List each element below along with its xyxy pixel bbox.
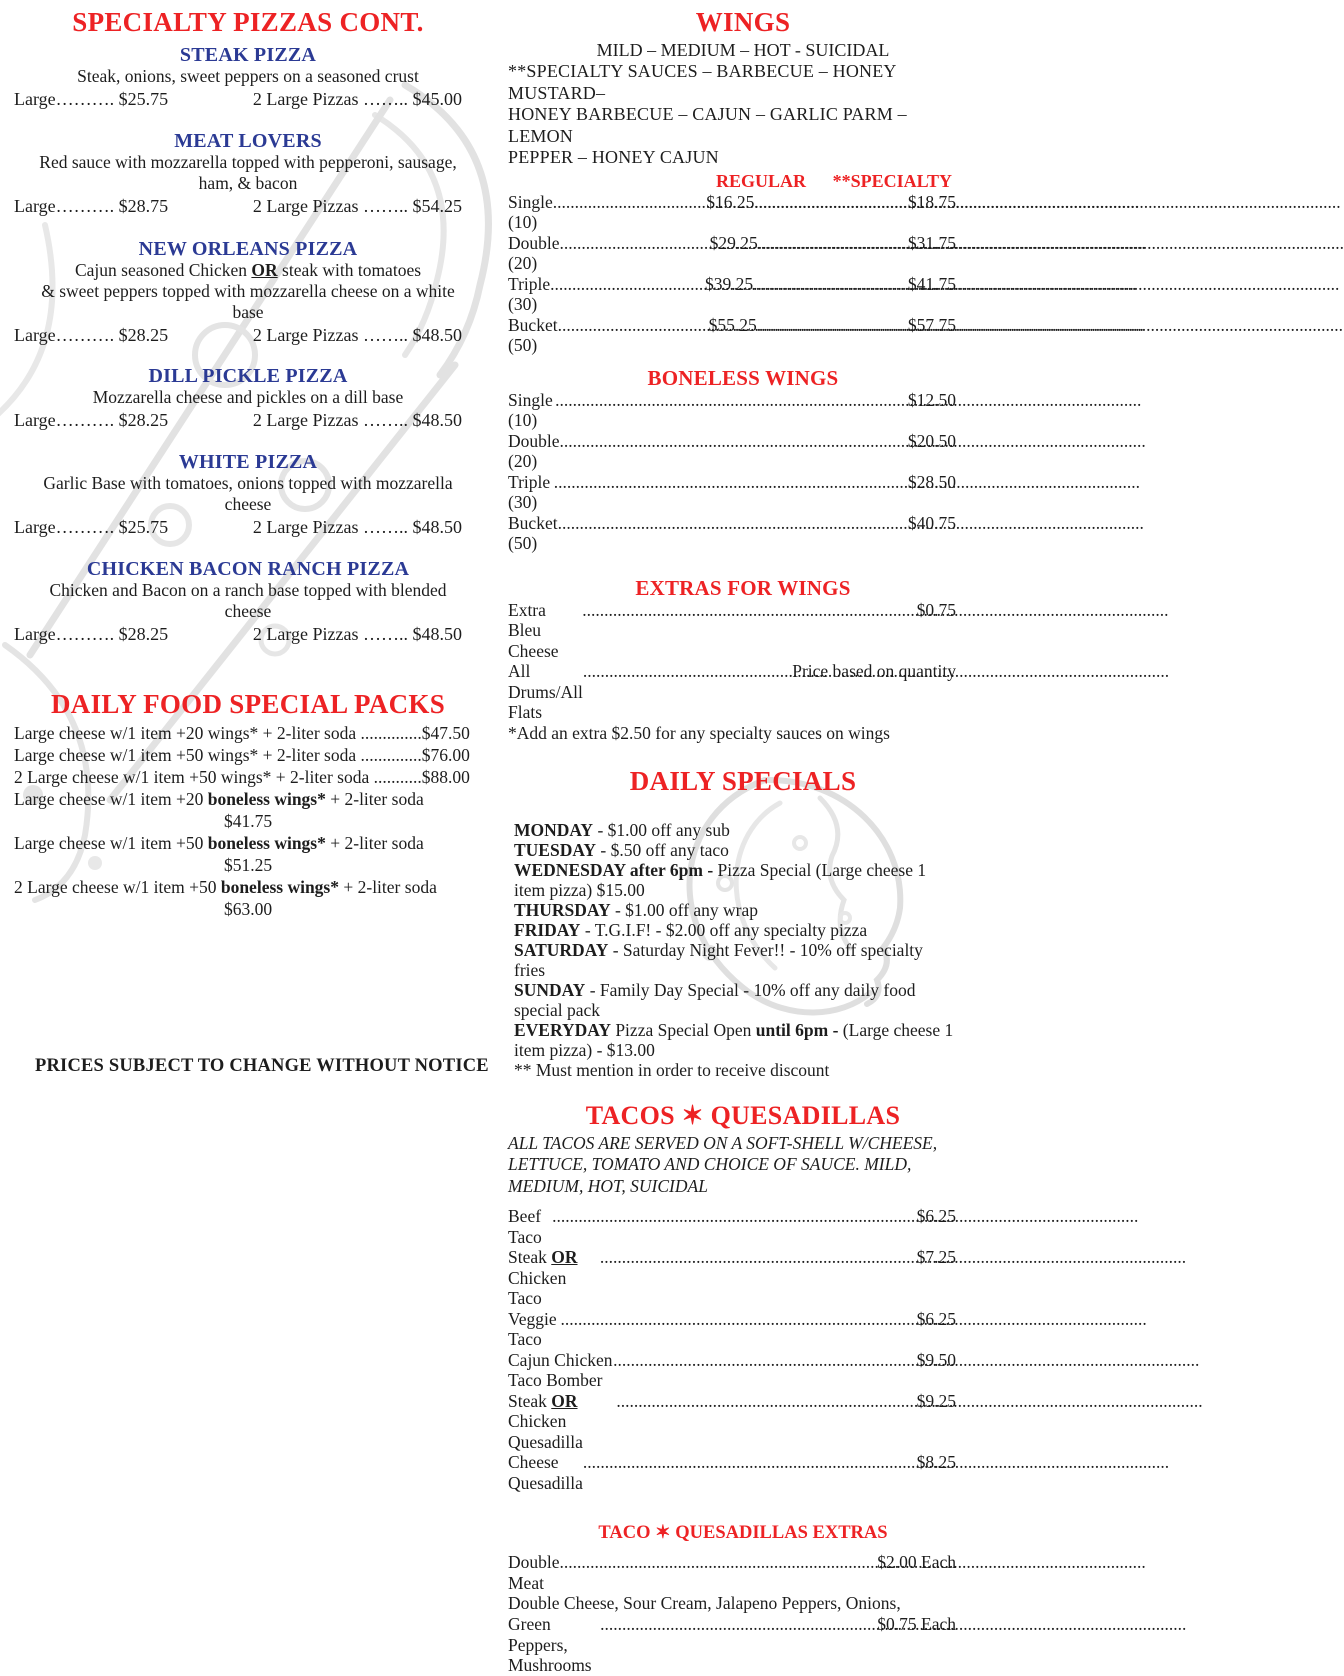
dot-leader <box>758 233 908 254</box>
wings-sauces: PEPPER – HONEY CAJUN <box>508 147 719 167</box>
dot-leader <box>560 1552 878 1573</box>
taco-extras-title: TACO ✶ QUESADILLAS EXTRAS <box>598 1523 888 1543</box>
pizza-desc: Mozzarella cheese and pickles on a dill base <box>92 387 404 407</box>
wings-heat-levels: MILD – MEDIUM – HOT - SUICIDAL <box>596 40 890 60</box>
special-item: WEDNESDAY after 6pm - Pizza Special (Large cheese 1 item pizza) $15.00 <box>514 859 927 900</box>
dot-leader <box>754 192 908 213</box>
dot-leader <box>613 1350 917 1371</box>
or-emphasis: OR <box>551 1390 578 1411</box>
dot-leader <box>582 600 916 621</box>
wings-row: Triple (30) ..... $39.25 ..... $41.75 <box>508 274 956 315</box>
dot-leader <box>560 1309 916 1330</box>
price-two-large: 2 Large Pizzas …….. $48.50 <box>252 325 462 345</box>
boneless-wings-table <box>508 390 956 554</box>
daily-specials-list <box>514 820 956 1080</box>
dot-leader <box>616 1391 916 1412</box>
taco-row: Cajun Chicken Taco Bomber ..... $9.50 <box>508 1350 956 1391</box>
daily-specials-title: DAILY SPECIALS <box>629 765 857 796</box>
price-large: Large………. $25.75 <box>14 89 169 109</box>
pack-line: 2 Large cheese w/1 item +50 wings* + 2-liter soda ...........$88.00 <box>14 767 470 787</box>
price-two-large: 2 Large Pizzas …….. $45.00 <box>252 89 462 109</box>
special-item: SATURDAY - Saturday Night Fever!! - 10% off specialty fries <box>514 939 923 980</box>
pizza-name: WHITE PIZZA <box>178 451 318 473</box>
extras-row: All Drums/All Flats ..... Price based on quantity <box>508 661 956 723</box>
wings-title: WINGS <box>695 7 791 37</box>
wings-column-headers <box>508 171 956 192</box>
right-column <box>508 0 956 1676</box>
taco-note: ALL TACOS ARE SERVED ON A SOFT-SHELL W/CHEESE, <box>508 1132 938 1153</box>
price-large: Large………. $28.25 <box>14 410 169 430</box>
pizza-desc: ham, & bacon <box>198 173 298 193</box>
pizza-price-row <box>14 196 470 217</box>
or-emphasis: OR <box>251 260 278 280</box>
pizza-name: MEAT LOVERS <box>174 130 322 152</box>
price-large: Large………. $28.75 <box>14 196 169 216</box>
pizza-chicken-bacon-ranch <box>14 558 470 645</box>
taco-row: Cheese Quesadilla ..... $8.25 <box>508 1452 956 1493</box>
pizza-white <box>14 451 470 538</box>
price-two-large: 2 Large Pizzas …….. $54.25 <box>252 196 462 216</box>
pizza-steak <box>14 44 470 110</box>
pack-line: Large cheese w/1 item +20 boneless wings* + 2-liter soda <box>14 789 424 809</box>
taco-row: Beef Taco ..... $6.25 <box>508 1206 956 1247</box>
special-item: TUESDAY - $.50 off any taco <box>514 839 729 860</box>
pizza-price-row <box>14 410 470 431</box>
pizza-price-row <box>14 624 470 645</box>
taco-note: MEDIUM, HOT, SUICIDAL <box>508 1175 708 1196</box>
dot-leader <box>583 661 792 682</box>
dot-leader <box>558 315 709 336</box>
price-two-large: 2 Large Pizzas …….. $48.50 <box>252 517 462 537</box>
tacos-quesadillas-title: TACOS ✶ QUESADILLAS <box>585 1100 901 1130</box>
dot-leader <box>757 315 908 336</box>
price-two-large: 2 Large Pizzas …….. $48.50 <box>252 410 462 430</box>
pack-price: $51.25 <box>223 855 273 875</box>
special-item: SUNDAY - Family Day Special - 10% off any daily food special pack <box>514 979 916 1020</box>
wings-row: Double (20) ..... $29.25 ..... $31.75 <box>508 233 956 274</box>
pizza-new-orleans <box>14 238 470 346</box>
price-large: Large………. $28.25 <box>14 325 169 345</box>
dot-leader <box>583 1452 917 1473</box>
packs-title: DAILY FOOD SPECIAL PACKS <box>50 689 446 719</box>
pizza-name: CHICKEN BACON RANCH PIZZA <box>86 558 410 580</box>
dot-leader <box>552 1206 917 1227</box>
pack-price: $41.75 <box>223 811 273 831</box>
tacos-table <box>508 1206 956 1493</box>
extras-row: Extra Bleu Cheese ..... $0.75 <box>508 600 956 662</box>
pizza-dill-pickle <box>14 365 470 431</box>
taco-extra-row: Double Meat ..... $2.00 Each <box>508 1552 956 1593</box>
boneless-row: Single (10) ..... $12.50 <box>508 390 956 431</box>
wings-row: Single (10) ..... $16.25 ..... $18.75 <box>508 192 956 233</box>
pack-price: $63.00 <box>223 899 273 919</box>
special-item: EVERYDAY Pizza Special Open until 6pm - (Large cheese 1 item pizza) - $13.00 <box>514 1019 954 1060</box>
dot-leader <box>600 1614 877 1635</box>
extras-for-wings-table <box>508 600 956 744</box>
wings-sauce-note: *Add an extra $2.50 for any specialty sauces on wings <box>508 722 890 743</box>
wings-row: Bucket (50) ..... $55.25 ..... $57.75 <box>508 315 956 356</box>
or-emphasis: OR <box>551 1247 578 1267</box>
boneless-row: Bucket (50) ..... $40.75 <box>508 513 956 554</box>
dot-leader <box>555 390 908 411</box>
pizza-price-row <box>14 517 470 538</box>
pack-line: Large cheese w/1 item +50 boneless wings* + 2-liter soda <box>14 833 424 853</box>
taco-extras-table <box>508 1552 956 1676</box>
special-item: MONDAY - $1.00 off any sub <box>514 819 730 840</box>
dot-leader <box>558 513 908 534</box>
specialty-col-header: **SPECIALTY <box>832 170 952 191</box>
wings-sauces: HONEY BARBECUE – CAJUN – GARLIC PARM – LEMON <box>508 104 907 146</box>
pizza-price-row <box>14 89 470 110</box>
boneless-row: Triple (30) ..... $28.50 <box>508 472 956 513</box>
special-item: FRIDAY - T.G.I.F! - $2.00 off any specialty pizza <box>514 919 868 940</box>
pizza-desc: Chicken and Bacon on a ranch base topped with blended cheese <box>49 580 447 621</box>
pizza-desc: Steak, onions, sweet peppers on a seasoned crust <box>77 66 419 86</box>
dot-leader <box>560 431 908 452</box>
price-large: Large………. $28.25 <box>14 624 169 644</box>
left-column <box>14 0 470 920</box>
pizza-desc: & sweet peppers topped with mozzarella cheese on a white base <box>41 281 455 322</box>
dot-leader <box>553 192 707 213</box>
pizza-desc: Cajun seasoned Chicken OR steak with tomatoes <box>74 260 422 280</box>
wings-price-table <box>508 192 956 356</box>
dot-leader <box>560 233 710 254</box>
pizza-name: STEAK PIZZA <box>179 44 317 66</box>
taco-row: Steak OR Chicken Quesadilla ..... $9.25 <box>508 1391 956 1453</box>
taco-extra-row: Double Cheese, Sour Cream, Jalapeno Peppers, Onions, <box>508 1593 901 1613</box>
pizza-meat-lovers <box>14 130 470 217</box>
daily-food-special-packs <box>14 689 470 920</box>
special-item: ** Must mention in order to receive discount <box>514 1059 830 1080</box>
taco-row: Veggie Taco ..... $6.25 <box>508 1309 956 1350</box>
special-item: THURSDAY - $1.00 off any wrap <box>514 899 759 920</box>
prices-disclaimer: PRICES SUBJECT TO CHANGE WITHOUT NOTICE <box>35 1056 489 1076</box>
dot-leader <box>550 274 705 295</box>
pizza-desc: Red sauce with mozzarella topped with pepperoni, sausage, <box>39 152 457 172</box>
dot-leader <box>554 472 908 493</box>
dot-leader <box>600 1247 917 1268</box>
specialty-pizzas-title: SPECIALTY PIZZAS CONT. <box>72 7 424 37</box>
dot-leader <box>753 274 908 295</box>
extras-for-wings-title: EXTRAS FOR WINGS <box>635 575 851 600</box>
pizza-desc: Garlic Base with tomatoes, onions topped with mozzarella cheese <box>43 473 453 514</box>
taco-note: LETTUCE, TOMATO AND CHOICE OF SAUCE. MILD, <box>508 1154 912 1174</box>
pack-line: Large cheese w/1 item +50 wings* + 2-liter soda ..............$76.00 <box>14 745 470 765</box>
pizza-price-row <box>14 325 470 346</box>
price-two-large: 2 Large Pizzas …….. $48.50 <box>252 624 462 644</box>
boneless-wings-title: BONELESS WINGS <box>647 365 839 390</box>
boneless-row: Double (20) ..... $20.50 <box>508 431 956 472</box>
price-large: Large………. $25.75 <box>14 517 169 537</box>
taco-row: Steak OR Chicken Taco ..... $7.25 <box>508 1247 956 1309</box>
pack-line: Large cheese w/1 item +20 wings* + 2-liter soda ..............$47.50 <box>14 723 470 743</box>
pack-line: 2 Large cheese w/1 item +50 boneless wings* + 2-liter soda <box>14 877 437 897</box>
taco-extra-row: Green Peppers, Mushrooms ..... $0.75 Each <box>508 1614 956 1676</box>
regular-col-header: REGULAR <box>716 170 807 191</box>
wings-sauces: **SPECIALTY SAUCES – BARBECUE – HONEY MUSTARD– <box>508 61 896 103</box>
pizza-name: NEW ORLEANS PIZZA <box>138 238 358 260</box>
pizza-name: DILL PICKLE PIZZA <box>148 365 348 387</box>
